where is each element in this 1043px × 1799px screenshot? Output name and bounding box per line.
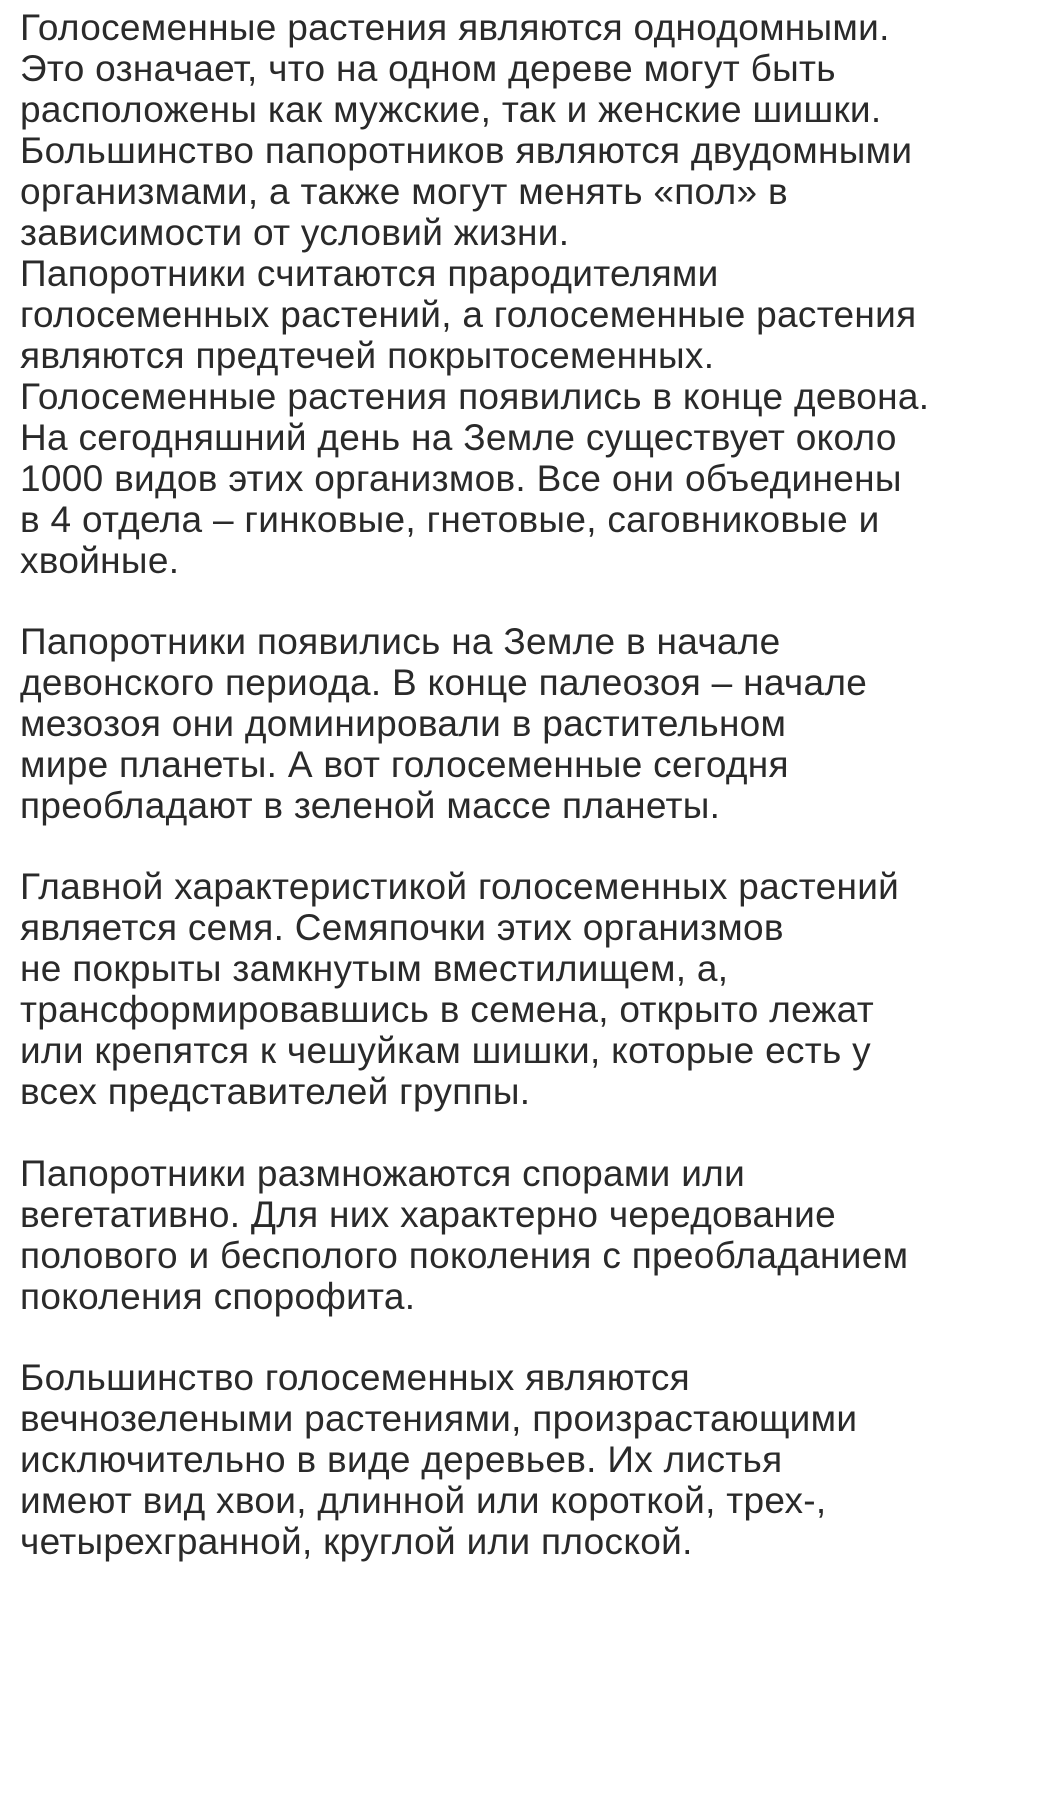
- paragraph-2-line-4: мире планеты. А вот голосеменные сегодня: [20, 744, 789, 785]
- paragraph-2-line-1: Папоротники появились на Земле в начале: [20, 621, 781, 662]
- paragraph-1-line-4: Большинство папоротников являются двудомными: [20, 130, 913, 171]
- paragraph-5-line-5: четырехгранной, круглой или плоской.: [20, 1521, 693, 1562]
- paragraph-4-line-4: поколения спорофита.: [20, 1276, 416, 1317]
- paragraph-3-line-2: является семя. Семяпочки этих организмов: [20, 907, 784, 948]
- paragraph-3-line-5: или крепятся к чешуйкам шишки, которые есть у: [20, 1030, 871, 1071]
- paragraph-5-line-1: Большинство голосеменных являются: [20, 1357, 690, 1398]
- paragraph-5-line-4: имеют вид хвои, длинной или короткой, трех-,: [20, 1480, 827, 1521]
- paragraph-1-line-1: Голосеменные растения являются однодомными.: [20, 7, 890, 48]
- paragraph-5-line-2: вечнозелеными растениями, произрастающими: [20, 1398, 858, 1439]
- paragraph-1-line-7: Папоротники считаются прародителями: [20, 253, 719, 294]
- paragraph-1-line-6: зависимости от условий жизни.: [20, 212, 570, 253]
- paragraph-1-line-11: На сегодняшний день на Земле существует около: [20, 417, 897, 458]
- paragraph-3-line-6: всех представителей группы.: [20, 1071, 531, 1112]
- paragraph-4-line-2: вегетативно. Для них характерно чередование: [20, 1194, 836, 1235]
- paragraph-4-line-3: полового и бесполого поколения с преобладанием: [20, 1235, 909, 1276]
- paragraph-1-line-5: организмами, а также могут менять «пол» в: [20, 171, 788, 212]
- paragraph-1-line-12: 1000 видов этих организмов. Все они объединены: [20, 458, 902, 499]
- paragraph-1-line-10: Голосеменные растения появились в конце девона.: [20, 376, 930, 417]
- paragraph-5-line-3: исключительно в виде деревьев. Их листья: [20, 1439, 783, 1480]
- paragraph-1-line-8: голосеменных растений, а голосеменные растения: [20, 294, 917, 335]
- paragraph-2-line-5: преобладают в зеленой массе планеты.: [20, 785, 721, 826]
- paragraph-1-line-9: являются предтечей покрытосеменных.: [20, 335, 715, 376]
- paragraph-3-line-1: Главной характеристикой голосеменных растений: [20, 866, 900, 907]
- paragraph-2-line-3: мезозоя они доминировали в растительном: [20, 703, 787, 744]
- paragraph-1-line-14: хвойные.: [20, 540, 180, 581]
- paragraph-3-line-3: не покрыты замкнутым вместилищем, а,: [20, 948, 729, 989]
- paragraph-4-line-1: Папоротники размножаются спорами или: [20, 1153, 746, 1194]
- paragraph-1-line-2: Это означает, что на одном дереве могут быть: [20, 48, 836, 89]
- paragraph-3-line-4: трансформировавшись в семена, открыто лежат: [20, 989, 874, 1030]
- paragraph-1-line-3: расположены как мужские, так и женские шишки.: [20, 89, 882, 130]
- paragraph-2-line-2: девонского периода. В конце палеозоя – начале: [20, 662, 868, 703]
- paragraph-1-line-13: в 4 отдела – гинковые, гнетовые, саговниковые и: [20, 499, 880, 540]
